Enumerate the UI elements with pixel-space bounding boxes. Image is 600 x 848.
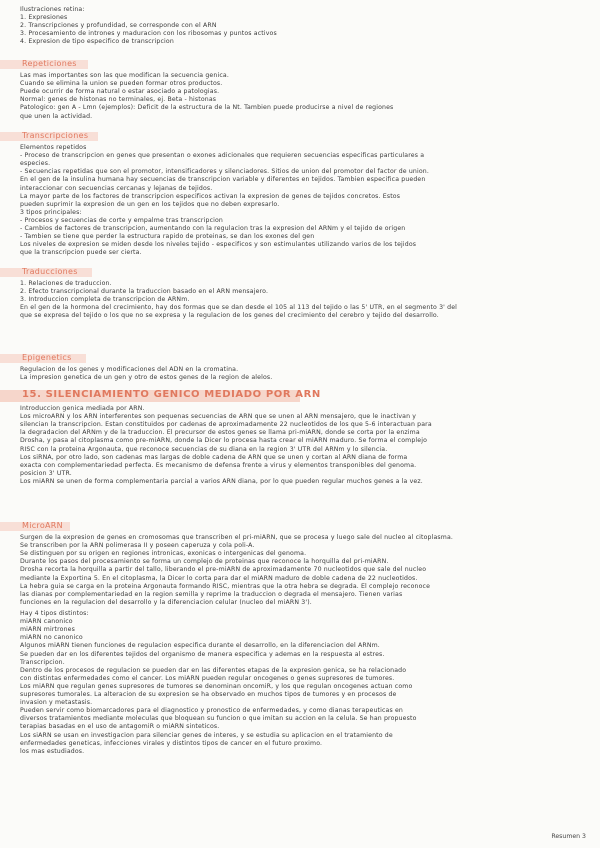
text-line: 3. Procesamiento de intrones y maduracion con los ribosomas y puntos activos [20, 30, 277, 38]
text-line: que la transcripcion puede ser cierta. [20, 249, 142, 257]
text-line: Se transcriben por la ARN polimerasa II y poseen caperuza y cola poli-A. [20, 542, 255, 550]
text-line: que unen la actividad. [20, 112, 93, 120]
text-line: miARN mirtrones [20, 626, 75, 634]
text-line: Algunos miARN tienen funciones de regulacion especifica durante el desarrollo, en la diferenciacion del ARNm. [20, 642, 380, 650]
heading-repeticiones: Repeticiones [22, 59, 77, 68]
text-line: 3. Introduccion completa de transcripcion de ARNm. [20, 296, 190, 304]
text-line: Drosha recorta la horquilla a partir del tallo, liberando el pre-miARN de aproximadamente 70 nucleotidos que sale del nucleo [20, 566, 427, 574]
text-line: terapias basadas en el uso de antagomiR o miARN sinteticos. [20, 723, 220, 731]
text-line: miARN canonico [20, 618, 73, 626]
text-line: 1. Expresiones [20, 14, 68, 22]
heading-transcripciones: Transcripciones [22, 131, 89, 140]
text-line: Patologico: gen A - Lmn (ejemplos): Deficit de la estructura de la Nt. Tambien puede producirse a nivel de regiones [20, 104, 394, 112]
text-line: Ilustraciones retina: [20, 6, 85, 13]
text-line: pueden suprimir la expresion de un gen en los tejidos que no deben expresarlo. [20, 200, 280, 208]
text-line: La mayor parte de los factores de transcripcion especificos activan la expresion de genes de tejidos concretos. Estos [20, 192, 401, 200]
text-line: interaccionar con secuencias cercanas y lejanas de tejidos. [20, 184, 213, 192]
text-line: Durante los pasos del procesamiento se forma un complejo de proteinas que reconoce la horquilla del pri-miARN. [20, 558, 389, 566]
text-line: Se distinguen por su origen en regiones intronicas, exonicas o intergenicas del genoma. [20, 550, 307, 558]
text-line: invasion y metastasis. [20, 699, 93, 707]
text-line: posicion 3' UTR. [20, 469, 72, 477]
page-footer: Resumen 3 [551, 833, 586, 840]
text-line: 4. Expresion de tipo especifico de transcripcion [20, 38, 174, 46]
text-line: Los niveles de expresion se miden desde los niveles tejido - especificos y son estimulantes utilizando varios de los tejidos [20, 241, 417, 249]
text-line: - Tambien se tiene que perder la estructura rapido de proteinas, se dan los exones del gen [20, 233, 315, 241]
heading-epigenetics: Epigenetics [22, 353, 72, 362]
text-line: los mas estudiados. [20, 747, 85, 755]
text-line: Elementos repetidos [20, 144, 87, 151]
text-line: - Procesos y secuencias de corte y empalme tras transcripcion [20, 216, 224, 224]
text-line: La impresion genetica de un gen y otro de estos genes de la region de alelos. [20, 374, 273, 382]
text-line: Los siARN se usan en investigacion para silenciar genes de interes, y se estudia su aplicacion en el tratamiento de [20, 731, 393, 739]
text-line: Los miARN se unen de forma complementaria parcial a varios ARN diana, por lo que pueden regular muchos genes a la vez. [20, 477, 423, 485]
heading-microarn: MicroARN [22, 521, 63, 530]
text-line: Drosha, y pasa al citoplasma como pre-miARN, donde la Dicer lo procesa hasta crear el miARN maduro. Se forma el complejo [20, 437, 428, 445]
text-line: Regulacion de los genes y modificaciones del ADN en la cromatina. [20, 366, 239, 373]
text-line: 2. Efecto transcripcional durante la traduccion basado en el ARN mensajero. [20, 288, 269, 296]
heading-silenciamiento: 15. SILENCIAMIENTO GENICO MEDIADO POR ARN [22, 389, 321, 400]
text-line: - Cambios de factores de transcripcion, aumentando con la regulacion tras la expresion del ARNm y el tejido de origen [20, 225, 406, 232]
text-line: con distintas enfermedades como el cancer. Los miARN pueden regular oncogenes o genes supresores de tumores. [20, 674, 395, 682]
text-line: mediante la Exportina 5. En el citoplasma, la Dicer lo corta para dar el miARN maduro de doble cadena de 22 nucleotidos. [20, 574, 418, 582]
text-line: supresores tumorales. La alteracion de su expresion se ha observado en muchos tipos de tumores y en procesos de [20, 691, 397, 698]
text-line: enfermedades geneticas, infecciones virales y distintos tipos de cancer en el futuro proximo. [20, 739, 323, 747]
text-line: Se pueden dar en los diferentes tejidos del organismo de manera especifica y ademas en la respuesta al estres. [20, 650, 385, 658]
text-line: - Proceso de transcripcion en genes que presentan o exones adicionales que requieren secuencias especificas particulares a [20, 152, 425, 160]
text-line: la degradacion del ARNm y de la traduccion. El precursor de estos genes se llama pri-miARN, donde se corta por la enzima [20, 429, 420, 437]
text-line: Transcripcion. [20, 658, 65, 666]
text-line: Introduccion genica mediada por ARN. [20, 405, 145, 412]
text-line: que se expresa del tejido o los que no se expresa y la regulacion de los genes del crecimiento del cerebro y tejido del desarrollo. [20, 312, 439, 320]
text-line: especies. [20, 160, 51, 168]
heading-traducciones: Traducciones [22, 267, 78, 276]
text-line: Dentro de los procesos de regulacion se pueden dar en las diferentes etapas de la expresion genica, se ha relacionado [20, 666, 407, 674]
text-line: Los siRNA, por otro lado, son cadenas mas largas de doble cadena de ARN que se unen y cortan al ARN diana de forma [20, 453, 408, 461]
text-line: RISC con la proteina Argonauta, que reconoce secuencias de su diana en la region 3' UTR del ARNm y lo silencia. [20, 445, 388, 453]
text-line: las dianas por complementariedad en la region semilla y reprime la traduccion o degrada el mensajero. Tienen varias [20, 590, 403, 598]
text-line: En el gen de la hormona del crecimiento, hay dos formas que se dan desde el 105 al 113 del tejido o las 5' UTR, en el segmento 3' del [20, 304, 458, 312]
text-line: En el gen de la insulina humana hay secuencias de transcripcion variable y diferentes en tejidos. Tambien especifica pueden [20, 176, 426, 184]
text-line: Los miARN que regulan genes supresores de tumores se denominan oncomiR, y los que regulan oncogenes actuan como [20, 682, 413, 690]
text-line: exacta con complementariedad perfecta. Es mecanismo de defensa frente a virus y elementos transponibles del genoma. [20, 461, 417, 469]
text-line: Hay 4 tipos distintos: [20, 610, 89, 617]
text-line: diversos tratamientos mediante moleculas que bloquean su funcion o que imitan su accion en la celula. Se han propuesto [20, 715, 417, 723]
text-line: Normal: genes de histonas no terminales, ej. Beta - histonas [20, 96, 217, 104]
text-line: 3 tipos principales: [20, 208, 82, 216]
text-line: Las mas importantes son las que modifican la secuencia genica. [20, 72, 229, 79]
text-line: Pueden servir como biomarcadores para el diagnostico y pronostico de enfermedades, y como dianas terapeuticas en [20, 707, 403, 715]
text-line: Surgen de la expresion de genes en cromosomas que transcriben el pri-miARN, que se procesa y luego sale del nucleo al citoplasma. [20, 534, 454, 541]
text-line: funciones en la regulacion del desarrollo y la diferenciacion celular (nucleo del miARN 3'). [20, 598, 312, 606]
text-line: 2. Transcripciones y profundidad, se corresponde con el ARN [20, 22, 217, 30]
text-line: 1. Relaciones de traduccion. [20, 280, 112, 287]
text-line: Cuando se elimina la union se pueden formar otros productos. [20, 80, 223, 88]
text-line: miARN no canonico [20, 634, 83, 642]
text-line: Los microARN y los ARN interferentes son pequenas secuencias de ARN que se unen al ARN mensajero, que le inactivan y [20, 413, 417, 421]
text-line: Puede ocurrir de forma natural o estar asociado a patologias. [20, 88, 220, 96]
text-line: silencian la transcripcion. Estan constituidos por cadenas de aproximadamente 22 nucleotidos de los que 5-6 interactuan para [20, 421, 432, 429]
text-line: La hebra guia se carga en la proteina Argonauta formando RISC, mientras que la otra hebra se degrada. El complejo reconoce [20, 582, 431, 590]
text-line: - Secuencias repetidas que son el promotor, intensificadores y silenciadores. Sitios de union del promotor del factor de union. [20, 168, 429, 176]
